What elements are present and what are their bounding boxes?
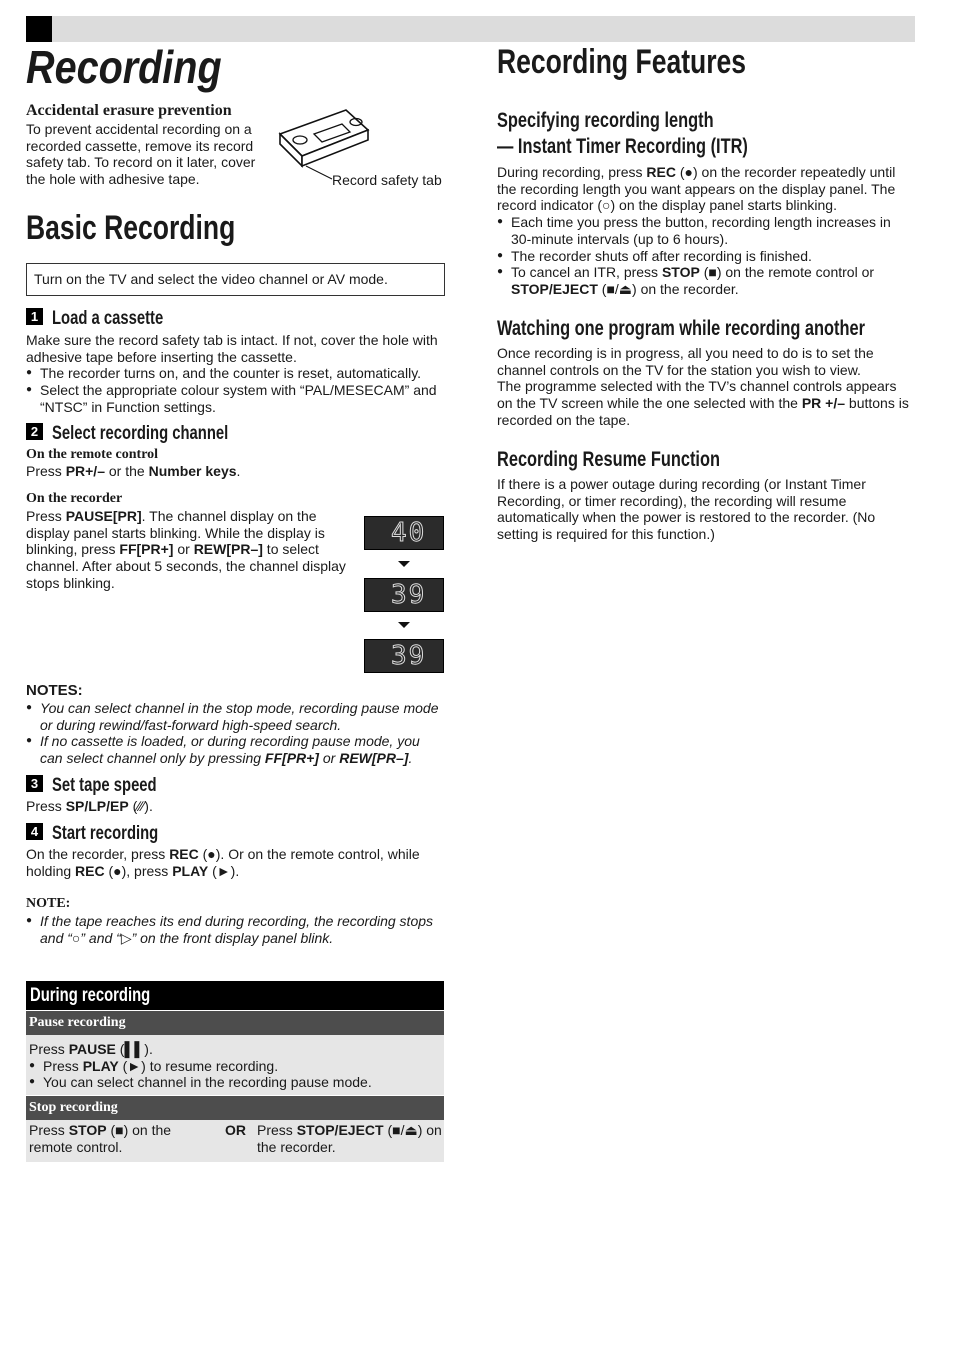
step-number: 1	[26, 308, 43, 325]
list-item: ● Press PLAY (►) to resume recording.	[29, 1058, 441, 1075]
channel-display-blinking: 40	[364, 516, 444, 550]
note-list	[26, 913, 446, 946]
page-marker	[26, 16, 52, 42]
list-item: ● You can select channel in the stop mode, recording pause mode or during rewind/fast-forward high-speed search.	[26, 700, 446, 733]
list-item: ● If no cassette is loaded, or during recording pause mode, you can select channel only by pressing FF[PR+] or REW[PR–].	[26, 733, 446, 766]
step-4-heading: 4 Start recording	[26, 821, 188, 847]
erasure-heading: Accidental erasure prevention	[26, 102, 232, 119]
stop-remote-text: Press STOP (■) on the remote control.	[29, 1122, 172, 1155]
channel-display-blinking: 39	[364, 578, 444, 612]
page-title: Recording	[26, 41, 222, 93]
stop-recording-label: Stop recording	[26, 1096, 444, 1120]
pause-recording-body: Press PAUSE (▌▌). ● Press PLAY (►) to resume recording. ● You can select channel in the recording pause mode.	[26, 1035, 444, 1095]
arrow-down-icon	[398, 561, 410, 567]
step-3-heading: 3 Set tape speed	[26, 773, 186, 799]
erasure-body: To prevent accidental recording on a recorded cassette, remove its record safety tab. To record on it later, cover the hole with adhesive tape.	[26, 121, 256, 188]
basic-recording-title: Basic Recording	[26, 209, 236, 247]
table-title: During recording	[26, 981, 444, 1010]
remote-label: On the remote control	[26, 447, 159, 462]
remote-instruction: Press PR+/– or the Number keys.	[26, 463, 241, 479]
list-item: ● Select the appropriate colour system with “PAL/MESECAM” and “NTSC” in Function settings.	[26, 382, 446, 415]
step-4-body: On the recorder, press REC (●). Or on the remote control, while holding REC (●), press PLAY (►).	[26, 846, 420, 879]
recorder-label: On the recorder	[26, 491, 123, 506]
step-3-body: Press SP/LP/EP (∕∕∕).	[26, 798, 153, 814]
list-item: ● To cancel an ITR, press STOP (■) on the remote control or STOP/EJECT (■/⏏) on the recorder.	[497, 264, 911, 297]
list-item: ● You can select channel in the recording pause mode.	[29, 1074, 441, 1091]
step-1-heading: 1 Load a cassette	[26, 306, 195, 332]
itr-heading: Specifying recording length — Instant Timer Recording (ITR)	[497, 109, 748, 158]
watching-body: Once recording is in progress, all you need to do is to set the channel controls on the TV for the station you wish to view. The programme selected with the TV’s channel controls appears on the TV screen while the one selected with the PR +/– buttons is recorded on the tape.	[497, 345, 909, 428]
or-label: OR	[225, 1122, 246, 1139]
channel-display-steady: 39	[364, 639, 444, 673]
recorder-instruction: Press PAUSE[PR]. The channel display on the display panel starts blinking. While the display is blinking, press FF[PR+] or REW[PR–] to select channel. After about 5 seconds, the channel display stops blinking.	[26, 508, 346, 591]
resume-heading: Recording Resume Function	[497, 448, 720, 471]
stop-recording-body	[26, 1120, 444, 1162]
notes-list	[26, 700, 446, 767]
intro-box: Turn on the TV and select the video channel or AV mode.	[26, 263, 445, 296]
recording-features-title: Recording Features	[497, 43, 747, 81]
step-2-heading: 2 Select recording channel	[26, 421, 278, 447]
step-number: 2	[26, 423, 43, 440]
header-bar	[26, 16, 915, 42]
step-1-body: Make sure the record safety tab is intact. If not, cover the hole with adhesive tape before inserting the cassette. ● The recorder turns on, and the counter is reset, automatically. ● Select the appropriate colour system with “PAL/MESECAM” and “NTSC” in Function settings.	[26, 332, 446, 416]
watching-heading: Watching one program while recording another	[497, 317, 865, 340]
notes-label: NOTES:	[26, 682, 83, 699]
list-item: ● If the tape reaches its end during recording, the recording stops and “○” and “▷” on the front display panel blink.	[26, 913, 446, 946]
safety-tab-caption: Record safety tab	[332, 172, 442, 188]
list-item: ● The recorder shuts off after recording is finished.	[497, 248, 911, 265]
step-number: 4	[26, 823, 43, 840]
stop-recorder-text: Press STOP/EJECT (■/⏏) on the recorder.	[257, 1122, 442, 1155]
during-recording-table	[26, 981, 444, 1162]
itr-body: During recording, press REC (●) on the recorder repeatedly until the recording length you want appears on the display panel. The record indicator (○) on the display panel starts blinking. ● Each time you press the button, recording length increases in 30-minute intervals (up to 6 hours). ● The recorder shuts off after recording is finished. ● To cancel an ITR, press STOP (■) on the remote control or STOP/EJECT (■/⏏) on the recorder.	[497, 164, 911, 298]
list-item: ● Each time you press the button, recording length increases in 30-minute intervals (up to 6 hours).	[497, 214, 911, 247]
resume-body: If there is a power outage during recording (or Instant Timer Recording, or timer recording), the recording will resume automatically when the power is restored to the recorder. (No setting is required for this function.)	[497, 476, 876, 543]
pause-recording-label: Pause recording	[26, 1011, 444, 1035]
list-item: ● The recorder turns on, and the counter is reset, automatically.	[26, 365, 446, 382]
step-number: 3	[26, 775, 43, 792]
note-label: NOTE:	[26, 896, 71, 911]
arrow-down-icon	[398, 622, 410, 628]
